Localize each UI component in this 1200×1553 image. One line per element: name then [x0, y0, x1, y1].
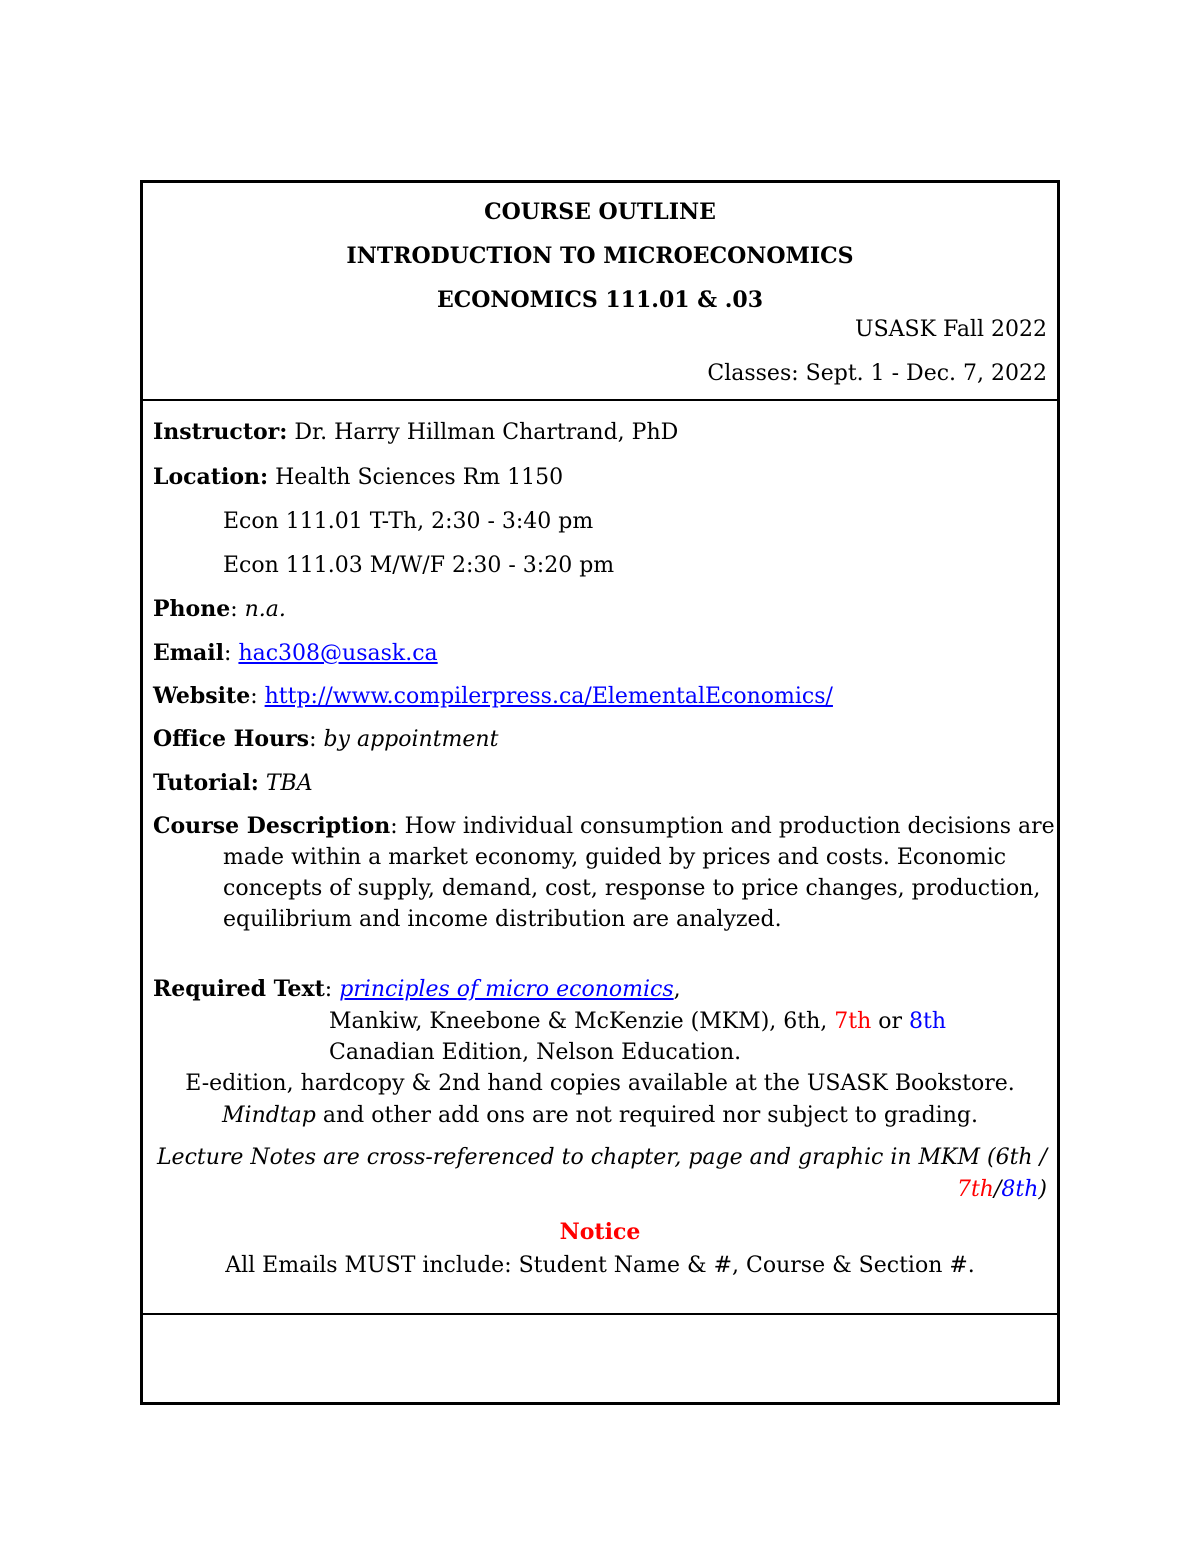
authors-row	[329, 1009, 946, 1034]
availability-line: E-edition, hardcopy & 2nd hand copies available at the USASK Bookstore.	[185, 1071, 1015, 1096]
tutorial-label: Tutorial:	[153, 770, 259, 796]
lecture-8th: 8th	[1001, 1177, 1039, 1202]
office-hours-value: by appointment	[323, 727, 499, 752]
office-hours-label: Office Hours	[153, 726, 310, 752]
location-value: Health Sciences Rm 1150	[275, 465, 564, 490]
notice-body: All Emails MUST include: Student Name & #, Course & Section #.	[225, 1253, 975, 1278]
title-course-outline: COURSE OUTLINE	[484, 199, 716, 225]
term-label: USASK Fall 2022	[855, 317, 1047, 342]
email-row: Email: hac308@usask.ca	[153, 640, 438, 666]
instructor-label: Instructor:	[153, 419, 288, 445]
section-1: Econ 111.01 T-Th, 2:30 - 3:40 pm	[223, 509, 594, 534]
email-label: Email	[153, 640, 225, 666]
course-description-line-1: How individual consumption and production decisions are	[404, 814, 1055, 839]
office-hours-row: Office Hours: by appointment	[153, 726, 499, 752]
edition-8th: 8th	[909, 1009, 947, 1034]
course-description-line-4: equilibrium and income distribution are analyzed.	[223, 907, 782, 932]
required-text-label: Required Text	[153, 976, 325, 1002]
lecture-7th: 7th	[956, 1177, 994, 1202]
tutorial-value: TBA	[265, 771, 313, 796]
email-link[interactable]: hac308@usask.ca	[238, 641, 438, 666]
footer-divider	[143, 1313, 1057, 1315]
authors-text: Mankiw, Kneebone & McKenzie (MKM), 6th,	[329, 1009, 835, 1034]
section-3: Econ 111.03 M/W/F 2:30 - 3:20 pm	[223, 553, 615, 578]
course-description-label: Course Description	[153, 813, 391, 839]
notice-title: Notice	[559, 1219, 641, 1245]
instructor-row	[153, 419, 678, 445]
header-block	[143, 183, 1057, 399]
instructor-value: Dr. Harry Hillman Chartrand, PhD	[294, 420, 679, 445]
phone-row: Phone: n.a.	[153, 596, 286, 622]
phone-label: Phone	[153, 596, 231, 622]
lecture-notes-line-1: Lecture Notes are cross-referenced to chapter, page and graphic in MKM (6th /	[156, 1145, 1047, 1170]
mindtap-rest: and other add ons are not required nor subject to grading.	[315, 1103, 978, 1128]
classes-dates: Classes: Sept. 1 - Dec. 7, 2022	[707, 361, 1047, 386]
title-intro-micro: INTRODUCTION TO MICROECONOMICS	[346, 243, 854, 269]
required-text-row: Required Text: principles of micro economics,	[153, 976, 681, 1002]
mindtap-label: Mindtap	[222, 1103, 316, 1128]
course-description-line-3: concepts of supply, demand, cost, response to price changes, production,	[223, 876, 1041, 901]
website-link[interactable]: http://www.compilerpress.ca/ElementalEconomics/	[264, 684, 833, 709]
lecture-slash: /	[993, 1177, 1002, 1202]
tutorial-row	[153, 770, 313, 796]
location-label: Location:	[153, 464, 269, 490]
header-divider	[143, 399, 1057, 401]
course-description-row: Course Description: How individual consumption and production decisions are	[153, 813, 1055, 839]
location-row	[153, 464, 563, 490]
edition-or: or	[871, 1009, 910, 1034]
course-outline-frame	[140, 180, 1060, 1405]
book-title-link[interactable]: principles of micro economics	[339, 977, 674, 1002]
title-course-code: ECONOMICS 111.01 & .03	[436, 287, 764, 313]
edition-line: Canadian Edition, Nelson Education.	[329, 1040, 742, 1065]
mindtap-line	[143, 1103, 1057, 1128]
website-label: Website	[153, 683, 251, 709]
course-description-line-2: made within a market economy, guided by prices and costs. Economic	[223, 845, 1007, 870]
lecture-close: )	[1038, 1177, 1047, 1202]
edition-7th: 7th	[834, 1009, 872, 1034]
phone-value: n.a.	[244, 597, 286, 622]
lecture-notes-line-2	[957, 1177, 1047, 1202]
website-row: Website: http://www.compilerpress.ca/ElementalEconomics/	[153, 683, 833, 709]
